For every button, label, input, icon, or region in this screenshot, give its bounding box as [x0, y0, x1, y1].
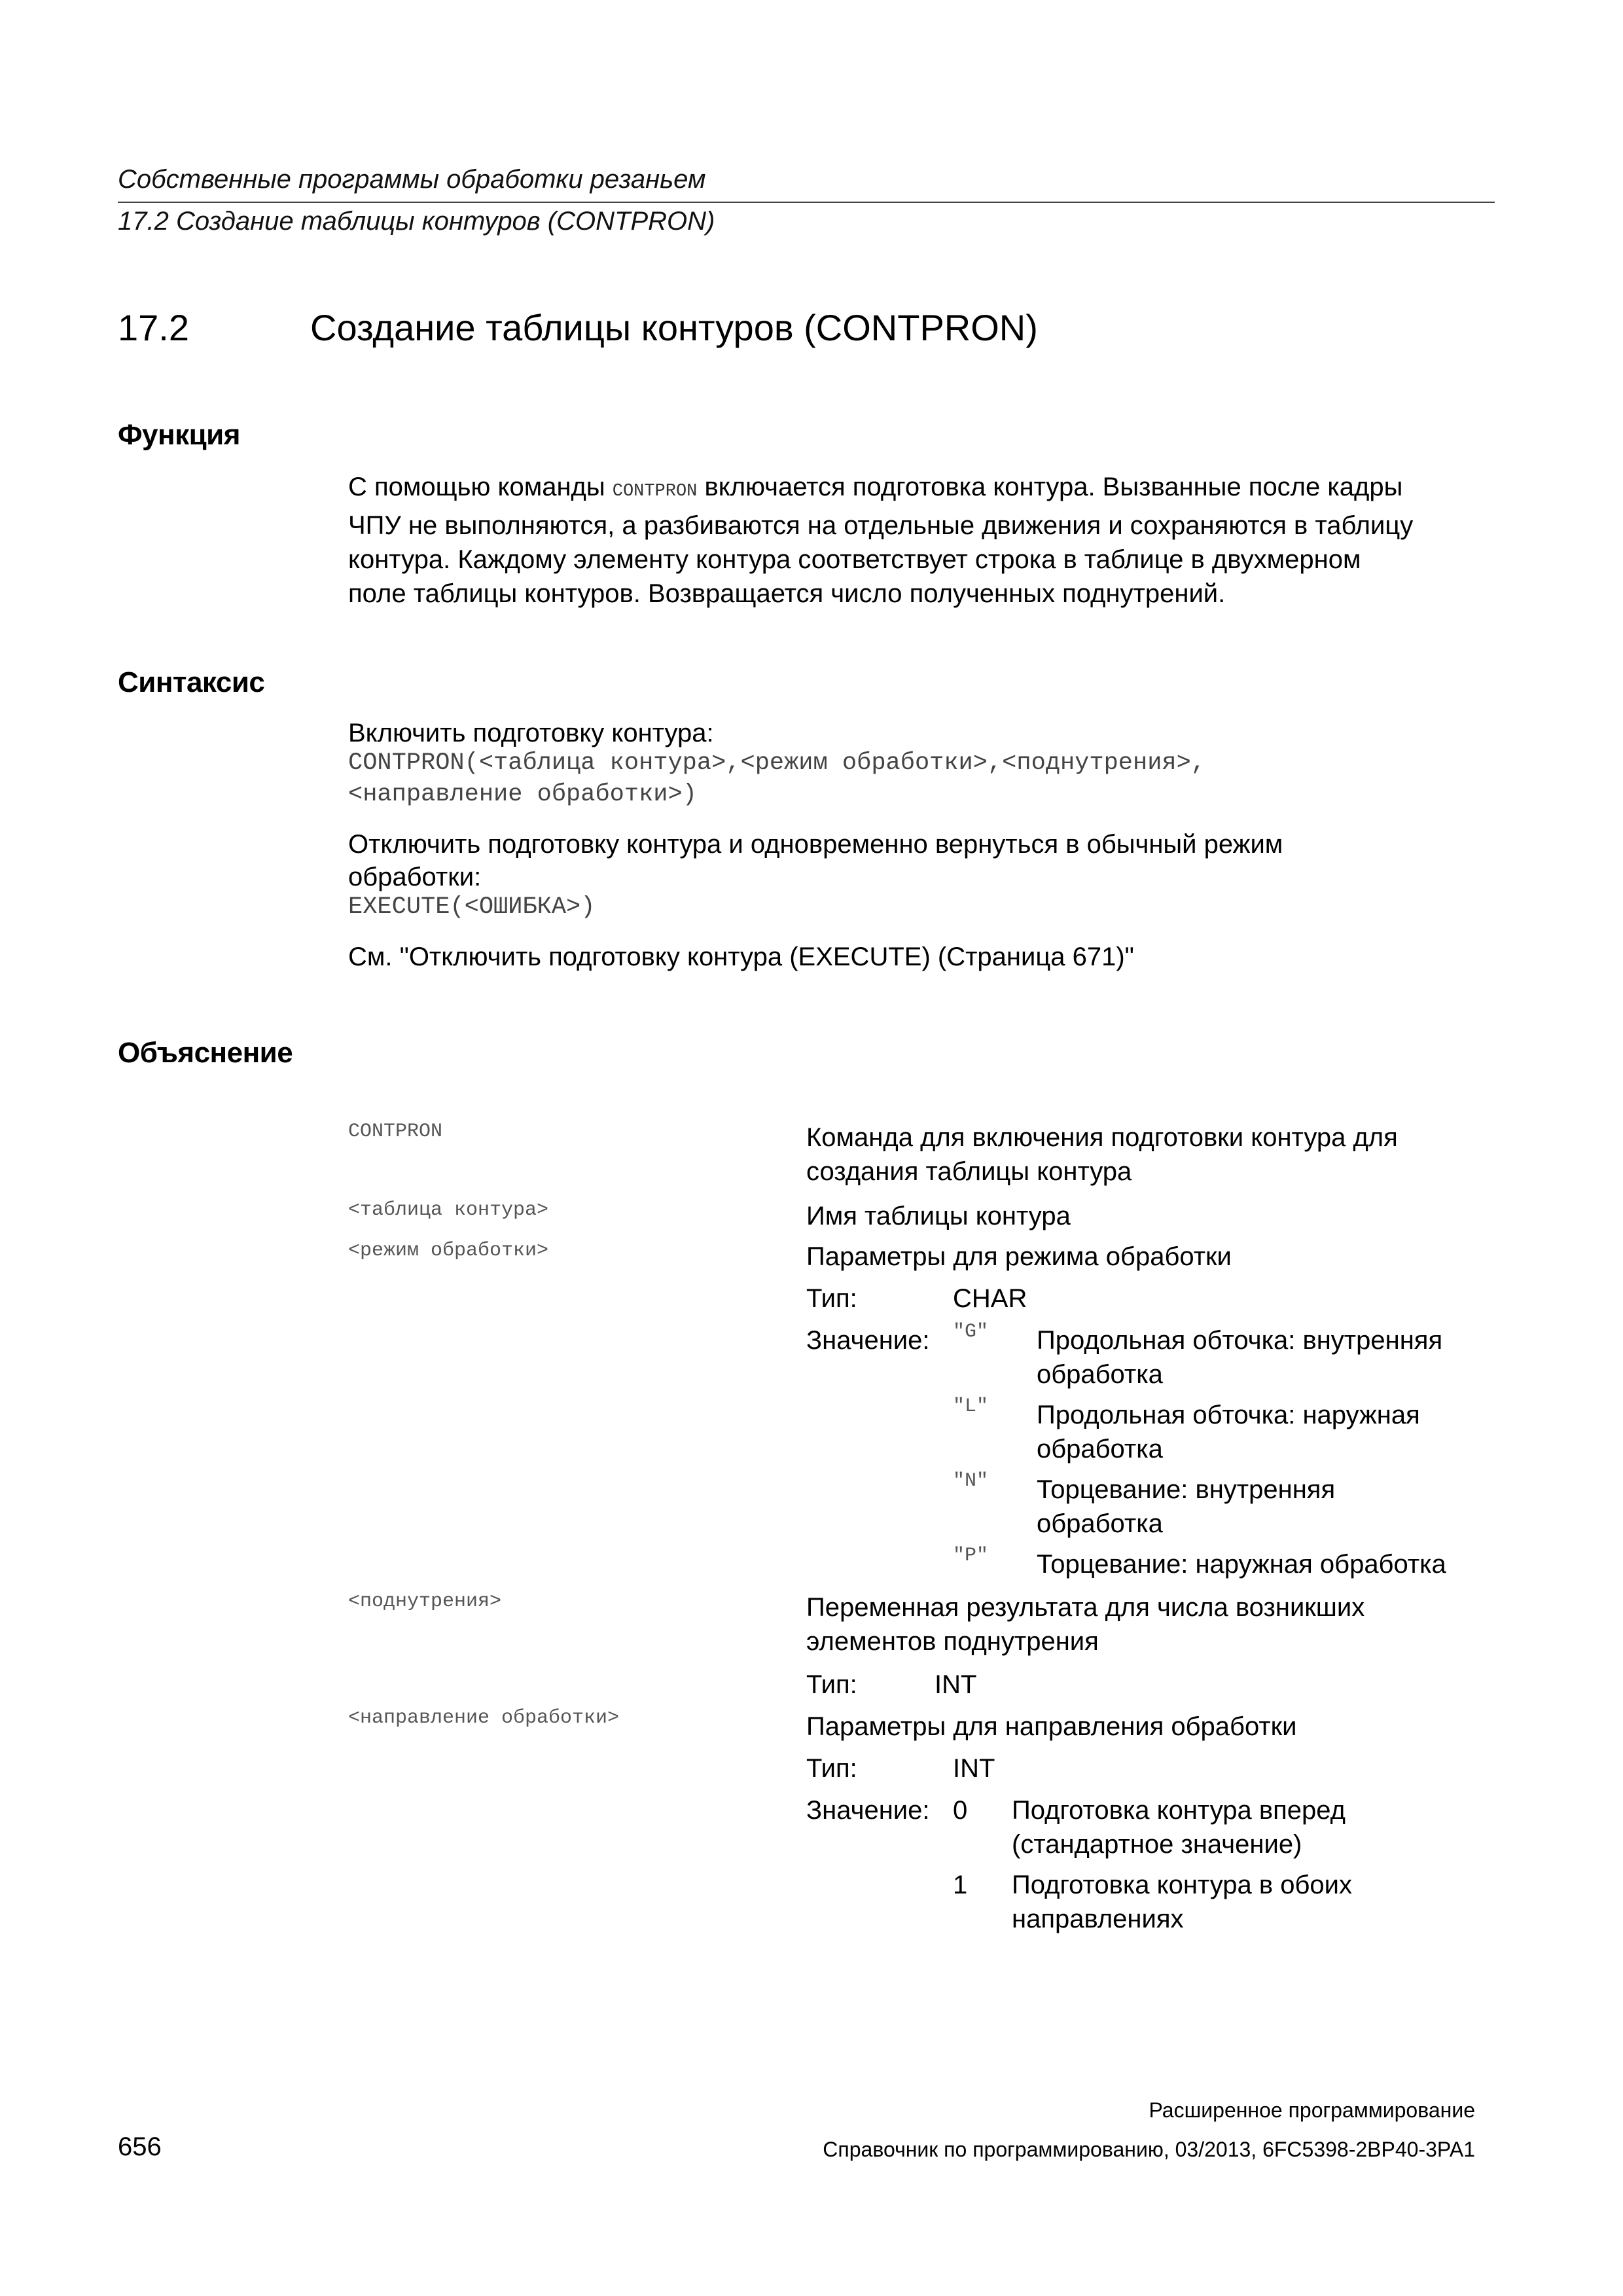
mode-value-desc: Продольная обточка: внутренняя	[1037, 1326, 1443, 1355]
direction-value-code: 1	[953, 1871, 968, 1899]
mode-type-label: Тип:	[806, 1284, 857, 1313]
syntax-disable-code: EXECUTE(<ОШИБКА>)	[348, 893, 596, 921]
direction-type-value: INT	[953, 1754, 995, 1783]
header-rule	[118, 202, 1495, 203]
mode-value-code: "G"	[953, 1321, 989, 1343]
mode-value-desc: обработка	[1037, 1435, 1163, 1463]
direction-type-label: Тип:	[806, 1754, 857, 1783]
function-line-1	[348, 470, 1413, 509]
function-line-4: поле таблицы контуров. Возвращается число полученных поднутрений.	[348, 579, 1226, 608]
desc-machining-direction: Параметры для направления обработки	[806, 1712, 1297, 1741]
running-header-section: 17.2 Создание таблицы контуров (CONTPRON)	[118, 207, 715, 236]
see-also-link[interactable]: См. "Отключить подготовку контура (EXECUTE) (Страница 671)"	[348, 942, 1134, 971]
mode-value-code: "L"	[953, 1395, 989, 1418]
undercuts-type-value: INT	[935, 1670, 977, 1699]
desc-contour-table: Имя таблицы контура	[806, 1202, 1071, 1230]
running-header-chapter: Собственные программы обработки резаньем	[118, 165, 706, 194]
footer-book-title: Расширенное программирование	[1149, 2098, 1475, 2122]
param-contour-table: <таблица контура>	[348, 1199, 549, 1221]
function-paragraph	[348, 470, 1413, 611]
mode-value-desc: обработка	[1037, 1509, 1163, 1538]
syntax-enable-label: Включить подготовку контура:	[348, 719, 714, 747]
syntax-enable-code-1: CONTPRON(<таблица контура>,<режим обработки>,<поднутрения>,	[348, 749, 1206, 777]
direction-value-label: Значение:	[806, 1796, 930, 1825]
desc-undercuts-1: Переменная результата для числа возникших	[806, 1593, 1365, 1622]
mode-value-code: "N"	[953, 1470, 989, 1492]
direction-value-desc: (стандартное значение)	[1012, 1830, 1302, 1859]
mode-value-code: "P"	[953, 1545, 989, 1567]
inline-code-contpron: CONTPRON	[612, 482, 698, 501]
mode-value-desc: обработка	[1037, 1360, 1163, 1389]
param-machining-direction: <направление обработки>	[348, 1707, 620, 1729]
param-contpron: CONTPRON	[348, 1121, 443, 1143]
function-text: С помощью команды	[348, 473, 613, 501]
desc-undercuts-2: элементов поднутрения	[806, 1627, 1099, 1656]
function-text: включается подготовка контура. Вызванные после кадры	[697, 473, 1403, 501]
mode-type-value: CHAR	[953, 1284, 1027, 1313]
mode-value-desc: Торцевание: наружная обработка	[1037, 1550, 1446, 1579]
direction-value-desc: направлениях	[1012, 1905, 1184, 1933]
explanation-heading: Объяснение	[118, 1037, 293, 1069]
param-machining-mode: <режим обработки>	[348, 1240, 549, 1262]
mode-value-desc: Торцевание: внутренняя	[1037, 1475, 1336, 1504]
page-title: Создание таблицы контуров (CONTPRON)	[310, 307, 1038, 348]
mode-value-label: Значение:	[806, 1326, 930, 1355]
syntax-enable-code-2: <направление обработки>)	[348, 781, 697, 808]
direction-value-desc: Подготовка контура вперед	[1012, 1796, 1346, 1825]
mode-value-desc: Продольная обточка: наружная	[1037, 1401, 1420, 1429]
function-line-2: ЧПУ не выполняются, а разбиваются на отдельные движения и сохраняются в таблицу	[348, 511, 1414, 540]
desc-contpron-1: Команда для включения подготовки контура для	[806, 1123, 1398, 1152]
undercuts-type-label: Тип:	[806, 1670, 857, 1699]
desc-machining-mode: Параметры для режима обработки	[806, 1242, 1232, 1271]
desc-contpron-2: создания таблицы контура	[806, 1157, 1132, 1186]
function-heading: Функция	[118, 419, 240, 451]
syntax-disable-label-1: Отключить подготовку контура и одновременно вернуться в обычный режим	[348, 830, 1283, 859]
direction-value-desc: Подготовка контура в обоих	[1012, 1871, 1352, 1899]
syntax-heading: Синтаксис	[118, 666, 265, 698]
page-number: 656	[118, 2132, 162, 2161]
direction-value-code: 0	[953, 1796, 968, 1825]
function-line-3: контура. Каждому элементу контура соответствует строка в таблице в двухмерном	[348, 545, 1361, 574]
section-number: 17.2	[118, 307, 189, 348]
footer-reference: Справочник по программированию, 03/2013, 6FC5398-2BP40-3PA1	[823, 2138, 1475, 2161]
param-undercuts: <поднутрения>	[348, 1590, 502, 1613]
syntax-disable-label-2: обработки:	[348, 863, 482, 891]
